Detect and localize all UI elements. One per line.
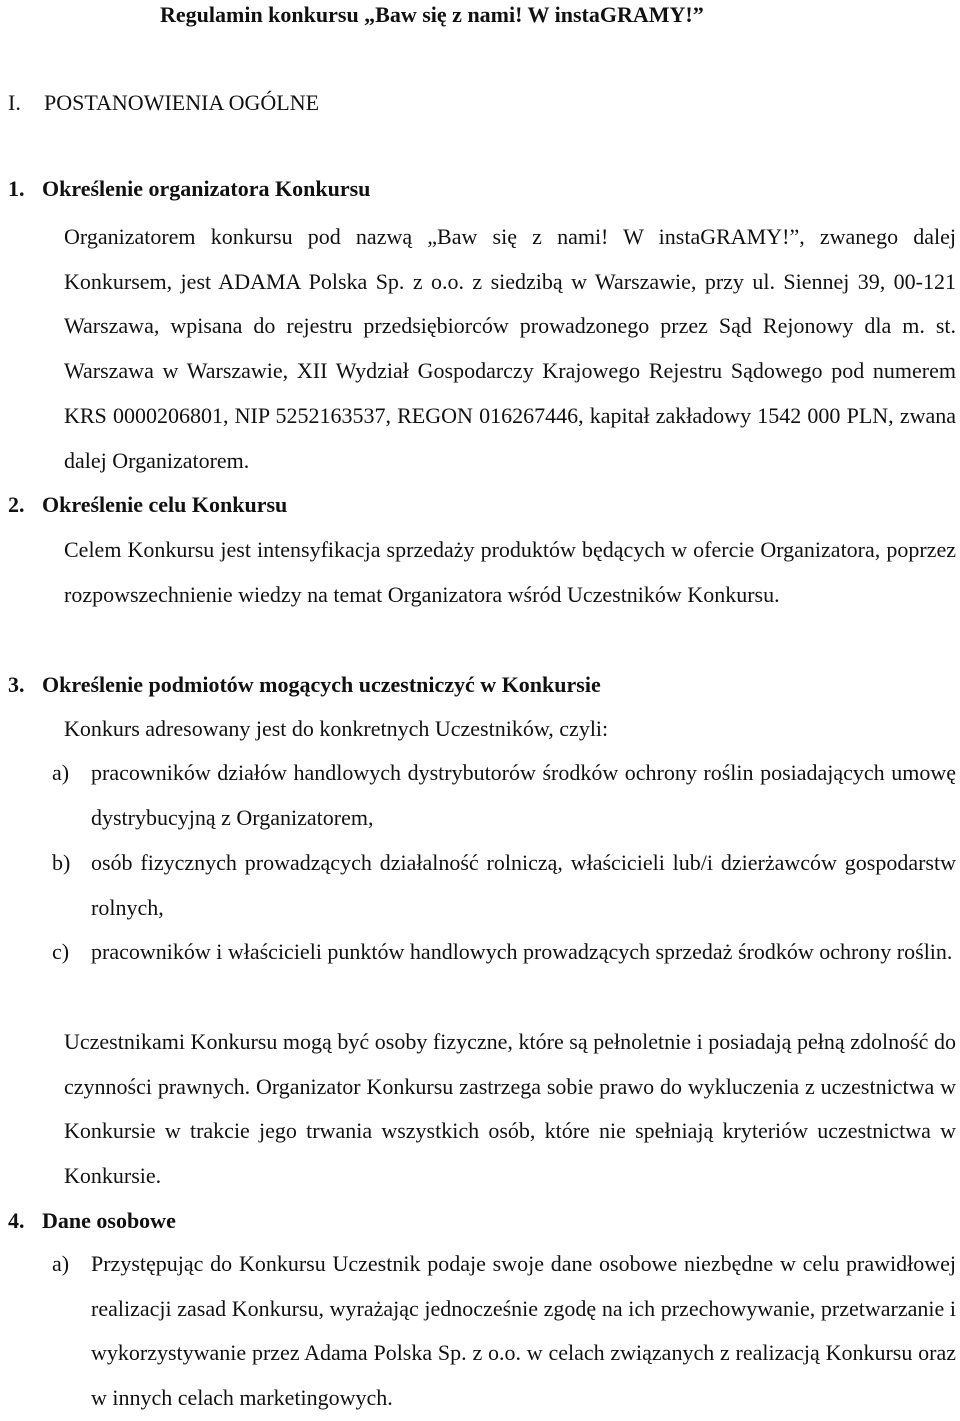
part-title-text: POSTANOWIENIA OGÓLNE — [44, 90, 320, 115]
section-3-number: 3. — [8, 672, 25, 697]
list-item — [52, 841, 956, 930]
list-item-text: Przystępując do Konkursu Uczestnik podaje swoje dane osobowe niezbędne w celu prawidłowej realizacji zasad Konkursu, wyrażając jednocześnie zgodę na ich przechowywanie, przetwarzanie i wykorzystywanie przez Adama Polska Sp. z o.o. w celach związanych z realizacją Konkursu oraz w innych celach marketingowych. — [91, 1251, 956, 1411]
list-item — [52, 930, 956, 975]
section-2-heading — [8, 490, 287, 520]
part-heading — [8, 88, 319, 118]
section-2-number: 2. — [8, 492, 25, 517]
section-2-title: Określenie celu Konkursu — [42, 492, 288, 517]
section-3-closing: Uczestnikami Konkursu mogą być osoby fizyczne, które są pełnoletnie i posiadają pełną zdolność do czynności prawnych. Organizator Konkursu zastrzega sobie prawo do wykluczenia z uczestnictwa w Konkursie w trakcie jego trwania wszystkich osób, które nie spełniają kryteriów uczestnictwa w Konkursie. — [64, 1029, 956, 1188]
section-3-intro: Konkurs adresowany jest do konkretnych Uczestników, czyli: — [64, 716, 609, 741]
section-4-heading — [8, 1206, 176, 1236]
section-3-heading — [8, 670, 601, 700]
section-4-number: 4. — [8, 1208, 25, 1233]
list-item — [52, 751, 956, 840]
list-marker: a) — [52, 1251, 70, 1276]
section-4-title: Dane osobowe — [42, 1208, 176, 1233]
list-item — [52, 1242, 956, 1421]
section-3-title: Określenie podmiotów mogących uczestniczyć w Konkursie — [42, 672, 601, 697]
section-1-paragraph: Organizatorem konkursu pod nazwą „Baw się z nami! W instaGRAMY!”, zwanego dalej Konkursem, jest ADAMA Polska Sp. z o.o. z siedzibą w Warszawie, przy ul. Siennej 39, 00-121 Warszawa, wpisana do rejestru przedsiębiorców prowadzonego przez Sąd Rejonowy dla m. st. Warszawa w Warszawie, XII Wydział Gospodarczy Krajowego Rejestru Sądowego pod numerem KRS 0000206801, NIP 5252163537, REGON 016267446, kapitał zakładowy 1542 000 PLN, zwana dalej Organizatorem. — [64, 224, 956, 473]
list-item-text: pracowników działów handlowych dystrybutorów środków ochrony roślin posiadających umowę dystrybucyjną z Organizatorem, — [91, 760, 956, 830]
section-1-title: Określenie organizatora Konkursu — [42, 176, 371, 201]
document-title: Regulamin konkursu „Baw się z nami! W instaGRAMY!” — [160, 2, 704, 27]
section-2-paragraph: Celem Konkursu jest intensyfikacja sprzedaży produktów będących w ofercie Organizatora, poprzez rozpowszechnienie wiedzy na temat Organizatora wśród Uczestników Konkursu. — [64, 537, 956, 607]
section-1-number: 1. — [8, 176, 25, 201]
list-item-text: pracowników i właścicieli punktów handlowych prowadzących sprzedaż środków ochrony roślin. — [91, 939, 953, 964]
list-item-text: osób fizycznych prowadzących działalność rolniczą, właścicieli lub/i dzierżawców gospodarstw rolnych, — [91, 850, 956, 920]
list-marker: b) — [52, 850, 71, 875]
part-number: I. — [8, 90, 21, 115]
list-marker: c) — [52, 939, 70, 964]
list-marker: a) — [52, 760, 70, 785]
section-1-heading — [8, 174, 370, 204]
